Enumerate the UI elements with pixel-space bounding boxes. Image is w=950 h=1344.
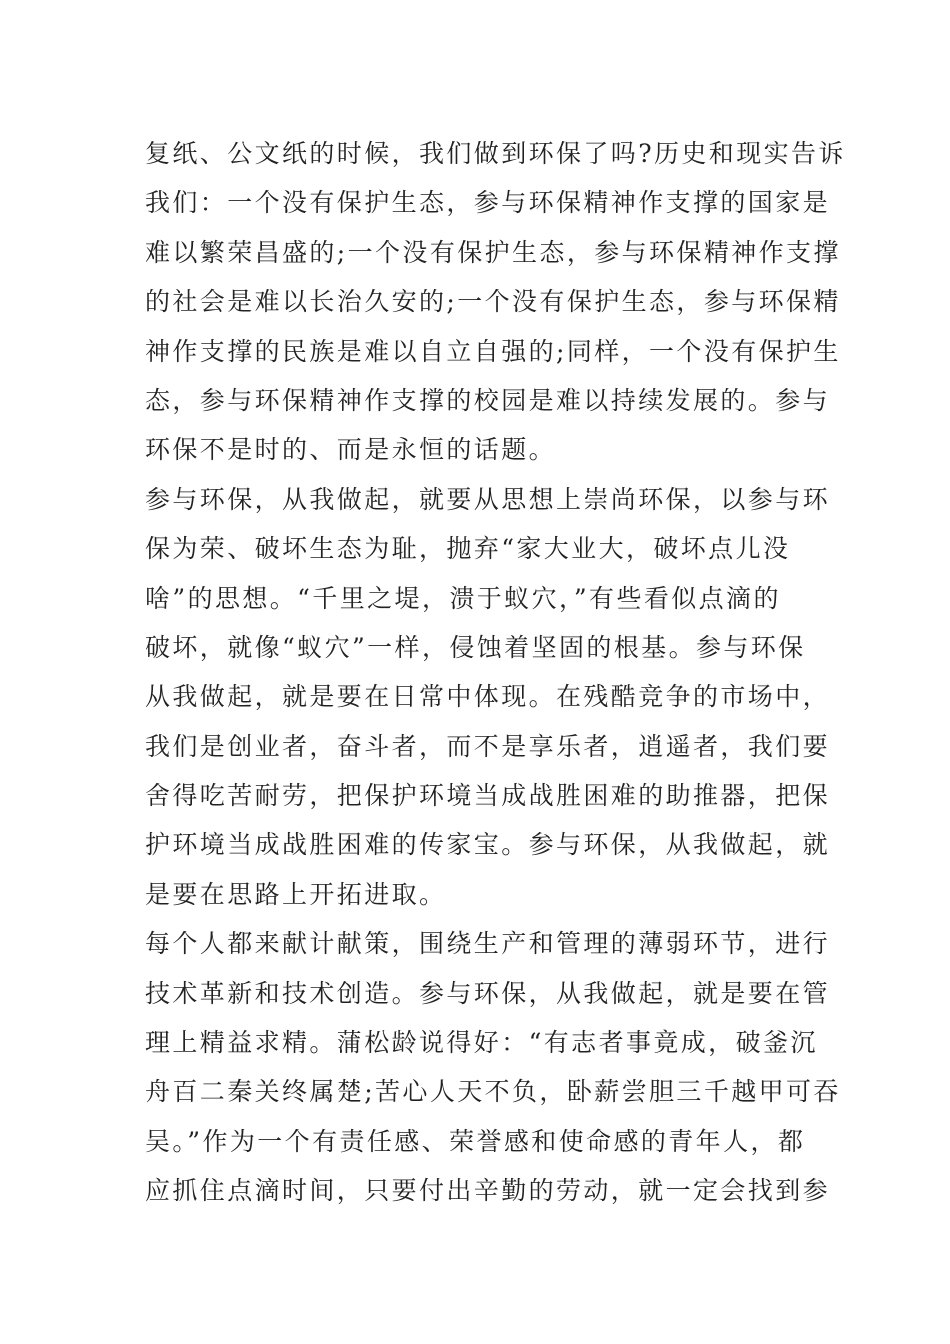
text-line: 从我做起，就是要在日常中体现。在残酷竞争的市场中，	[145, 682, 831, 712]
text-line: 啥”的思想。“千里之堤，溃于蚁穴，”有些看似点滴的	[145, 583, 781, 613]
body-text	[145, 129, 846, 1216]
text-line: 护环境当成战胜困难的传家宝。参与环保，从我做起，就	[145, 830, 831, 860]
text-line: 吴。”作为一个有责任感、荣誉感和使命感的青年人，都	[145, 1126, 806, 1156]
text-line: 应抓住点滴时间，只要付出辛勤的劳动，就一定会找到参	[145, 1176, 831, 1206]
text-line: 神作支撑的民族是难以自立自强的;同样，一个没有保护生	[145, 336, 841, 366]
text-line: 舍得吃苦耐劳，把保护环境当成战胜困难的助推器，把保	[145, 781, 831, 811]
text-line: 态，参与环保精神作支撑的校园是难以持续发展的。参与	[145, 385, 831, 415]
text-line: 技术革新和技术创造。参与环保，从我做起，就是要在管	[145, 978, 831, 1008]
text-line: 的社会是难以长治久安的;一个没有保护生态，参与环保精	[145, 287, 841, 317]
text-line: 我们是创业者，奋斗者，而不是享乐者，逍遥者，我们要	[145, 731, 831, 761]
text-line: 是要在思路上开拓进取。	[145, 879, 447, 909]
text-line: 复纸、公文纸的时候，我们做到环保了吗?历史和现实告诉	[145, 139, 846, 168]
text-line: 破坏，就像“蚁穴”一样，侵蚀着坚固的根基。参与环保	[145, 632, 806, 662]
text-line: 保为荣、破坏生态为耻，抛弃“家大业大，破坏点儿没	[145, 534, 791, 564]
text-line: 理上精益求精。蒲松龄说得好：“有志者事竟成，破釜沉	[145, 1028, 818, 1058]
text-line: 参与环保，从我做起，就要从思想上崇尚环保，以参与环	[145, 484, 831, 514]
text-line: 我们：一个没有保护生态，参与环保精神作支撑的国家是	[145, 188, 831, 218]
text-line: 环保不是时的、而是永恒的话题。	[145, 435, 557, 465]
text-line: 舟百二秦关终属楚;苦心人天不负，卧薪尝胆三千越甲可吞	[145, 1077, 841, 1107]
text-line: 难以繁荣昌盛的;一个没有保护生态，参与环保精神作支撑	[145, 237, 841, 267]
text-line: 每个人都来献计献策，围绕生产和管理的薄弱环节，进行	[145, 929, 831, 959]
